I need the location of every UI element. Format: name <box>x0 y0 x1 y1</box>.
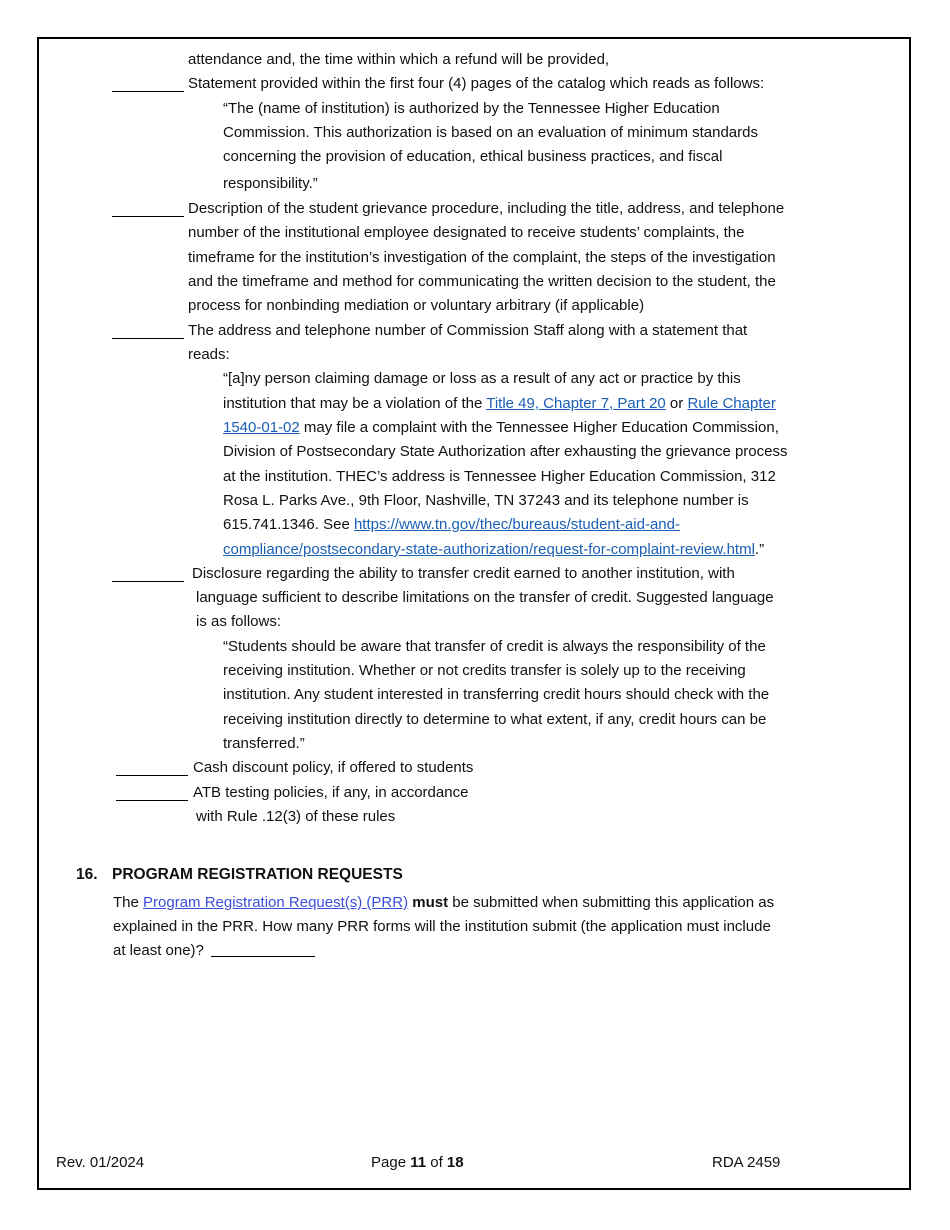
quote-line: receiving institution. Whether or not credits transfer is solely up to the receiving <box>223 662 746 679</box>
text-line: The address and telephone number of Commission Staff along with a statement that <box>188 322 748 339</box>
text-line: with Rule .12(3) of these rules <box>196 808 396 825</box>
text-line: language sufficient to describe limitations on the transfer of credit. Suggested language <box>196 589 774 606</box>
text-line: is as follows: <box>196 613 282 630</box>
section-paragraph-line: at least one)? <box>113 942 204 959</box>
checklist-blank-transfer-credit[interactable] <box>112 581 184 582</box>
text-line: ATB testing policies, if any, in accordance <box>193 784 469 801</box>
text-line: number of the institutional employee designated to receive students’ complaints, the <box>188 224 745 241</box>
checklist-blank-atb-testing[interactable] <box>116 800 188 801</box>
quote-line: concerning the provision of education, ethical business practices, and fiscal <box>223 148 723 165</box>
quote-line: at the institution. THEC’s address is Tennessee Higher Education Commission, 312 <box>223 468 776 485</box>
section-title: PROGRAM REGISTRATION REQUESTS <box>112 866 403 883</box>
prr-link[interactable]: Program Registration Request(s) (PRR) <box>143 894 409 911</box>
title-49-link[interactable]: Title 49, Chapter 7, Part 20 <box>486 395 666 412</box>
text-line: Description of the student grievance procedure, including the title, address, and telephone <box>188 200 785 217</box>
quote-line: compliance/postsecondary-state-authorization/request-for-complaint-review.html.” <box>223 541 765 558</box>
checklist-blank-commission-staff[interactable] <box>112 338 184 339</box>
section-paragraph-line: The Program Registration Request(s) (PRR) must be submitted when submitting this application as <box>113 894 775 911</box>
quote-line: “The (name of institution) is authorized by the Tennessee Higher Education <box>223 100 720 117</box>
section-paragraph-line: explained in the PRR. How many PRR forms will the institution submit (the application must include <box>113 918 771 935</box>
quote-line: responsibility.” <box>223 175 318 192</box>
checklist-blank-grievance[interactable] <box>112 216 184 217</box>
quote-line: Division of Postsecondary State Authorization after exhausting the grievance process <box>223 443 788 460</box>
quote-line: institution. Any student interested in transferring credit hours should check with the <box>223 686 770 703</box>
complaint-review-url-link[interactable]: https://www.tn.gov/thec/bureaus/student-aid-and- <box>353 516 680 533</box>
footer-page-number: Page 11 of 18 <box>371 1154 464 1171</box>
rule-chapter-number-link[interactable]: 1540-01-02 <box>223 419 300 436</box>
quote-line: “[a]ny person claiming damage or loss as a result of any act or practice by this <box>223 370 741 387</box>
quote-line: 615.741.1346. See https://www.tn.gov/thec/bureaus/student-aid-and- <box>223 516 680 533</box>
text-line: reads: <box>188 346 230 363</box>
text-line: Statement provided within the first four (4) pages of the catalog which reads as follows: <box>188 75 765 92</box>
footer-form-id: RDA 2459 <box>712 1154 781 1171</box>
text-line: Cash discount policy, if offered to students <box>193 759 474 776</box>
checklist-blank-cash-discount[interactable] <box>116 775 188 776</box>
quote-line: 1540-01-02 may file a complaint with the Tennessee Higher Education Commission, <box>223 419 779 436</box>
quote-line: receiving institution directly to determine to what extent, if any, credit hours can be <box>223 711 767 728</box>
rule-chapter-link[interactable]: Rule Chapter <box>687 395 776 412</box>
must-emphasis: must <box>412 894 449 911</box>
text-line: process for nonbinding mediation or voluntary arbitrary (if applicable) <box>188 297 645 314</box>
text-line: attendance and, the time within which a refund will be provided, <box>188 51 610 68</box>
footer-revision: Rev. 01/2024 <box>56 1154 145 1171</box>
quote-line: Rosa L. Parks Ave., 9th Floor, Nashville, TN 37243 and its telephone number is <box>223 492 749 509</box>
text-line: and the timeframe and method for communicating the written decision to the student, the <box>188 273 776 290</box>
quote-line: “Students should be aware that transfer of credit is always the responsibility of the <box>223 638 766 655</box>
quote-line: transferred.” <box>223 735 305 752</box>
quote-line: Commission. This authorization is based on an evaluation of minimum standards <box>223 124 758 141</box>
text-line: timeframe for the institution’s investigation of the complaint, the steps of the investigation <box>188 249 776 266</box>
quote-line: institution that may be a violation of the Title 49, Chapter 7, Part 20 or Rule Chapter <box>223 395 776 412</box>
prr-count-blank[interactable] <box>211 956 315 957</box>
section-number: 16. <box>76 866 98 883</box>
text-line: Disclosure regarding the ability to transfer credit earned to another institution, with <box>192 565 735 582</box>
checklist-blank-catalog-statement[interactable] <box>112 91 184 92</box>
complaint-review-url-link-cont[interactable]: compliance/postsecondary-state-authorization/request-for-complaint-review.html <box>223 541 755 558</box>
